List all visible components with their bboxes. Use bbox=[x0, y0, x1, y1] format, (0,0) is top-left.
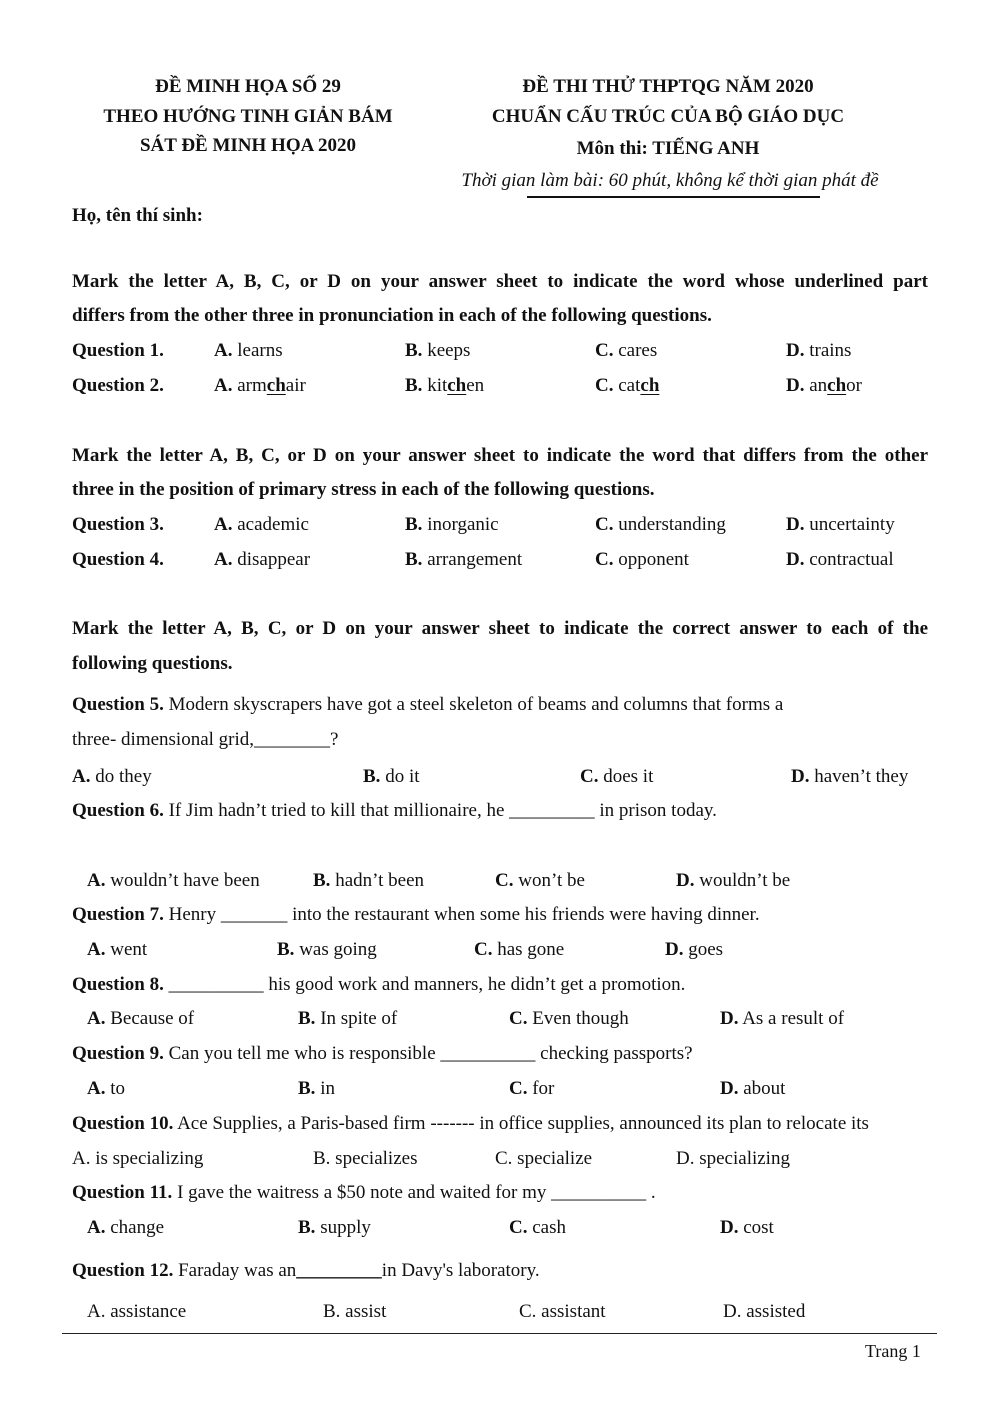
question-label: Question 4. bbox=[72, 549, 164, 570]
option-d[interactable] bbox=[786, 375, 862, 397]
question-label: Question 12. bbox=[72, 1260, 174, 1281]
option-c[interactable] bbox=[474, 939, 564, 961]
option-letter: B. bbox=[313, 870, 331, 891]
option-letter: D. bbox=[786, 340, 805, 361]
option-letter: B. bbox=[298, 1078, 316, 1099]
option-letter: C. bbox=[595, 549, 614, 570]
option-letter: A. bbox=[214, 549, 233, 570]
option-c[interactable] bbox=[595, 340, 657, 362]
question-stem-line-2: three- dimensional grid,________? bbox=[72, 729, 339, 750]
option-b[interactable] bbox=[298, 1078, 335, 1100]
option-a[interactable] bbox=[87, 939, 147, 961]
option-text: cares bbox=[618, 340, 658, 361]
question-text: Modern skyscrapers have got a steel skeleton of beams and columns that forms a bbox=[168, 694, 784, 715]
question-label: Question 10. bbox=[72, 1113, 174, 1134]
option-b[interactable] bbox=[405, 549, 522, 571]
section3-instruction-line-1: Mark the letter A, B, C, or D on your answer sheet to indicate the correct answer to each of the bbox=[72, 618, 928, 639]
option-letter: C. bbox=[595, 375, 614, 396]
underlined-part: ch bbox=[266, 375, 286, 396]
option-letter: B. bbox=[277, 939, 295, 960]
option-c[interactable]: C. specialize bbox=[495, 1148, 593, 1169]
candidate-name-label: Họ, tên thí sinh: bbox=[72, 205, 203, 226]
option-text: was going bbox=[299, 939, 377, 960]
option-letter: D. bbox=[720, 1078, 739, 1099]
option-text: uncertainty bbox=[809, 514, 895, 535]
question-label: Question 8. bbox=[72, 974, 164, 995]
question-label: Question 3. bbox=[72, 514, 164, 535]
option-letter: B. bbox=[405, 549, 423, 570]
word-suffix: air bbox=[285, 375, 306, 396]
question-text-pre: Faraday was an bbox=[178, 1260, 297, 1281]
question-text-post: in Davy's laboratory. bbox=[381, 1260, 540, 1281]
option-a[interactable] bbox=[87, 1008, 194, 1030]
word-prefix: arm bbox=[237, 375, 267, 396]
option-text: haven’t they bbox=[814, 766, 909, 787]
option-b[interactable] bbox=[313, 870, 424, 892]
option-letter: D. bbox=[786, 375, 805, 396]
option-d[interactable] bbox=[786, 340, 851, 362]
option-text: change bbox=[110, 1217, 165, 1238]
option-text: opponent bbox=[618, 549, 689, 570]
question-text: Henry _______ into the restaurant when some his friends were having dinner. bbox=[168, 904, 760, 925]
option-letter: A. bbox=[214, 340, 233, 361]
option-text: keeps bbox=[427, 340, 471, 361]
option-letter: C. bbox=[474, 939, 493, 960]
option-text: cost bbox=[743, 1217, 774, 1238]
option-a[interactable] bbox=[214, 375, 306, 397]
footer-divider bbox=[62, 1333, 937, 1334]
question-label: Question 1. bbox=[72, 340, 164, 361]
option-text: disappear bbox=[237, 549, 311, 570]
option-a[interactable] bbox=[87, 1078, 125, 1100]
section1-instruction-line-1: Mark the letter A, B, C, or D on your answer sheet to indicate the word whose underlined part bbox=[72, 271, 928, 292]
question-text: If Jim hadn’t tried to kill that millionaire, he _________ in prison today. bbox=[168, 800, 717, 821]
option-text: As a result of bbox=[742, 1008, 845, 1029]
option-letter: C. bbox=[595, 340, 614, 361]
underlined-part: ch bbox=[447, 375, 467, 396]
option-text: about bbox=[743, 1078, 786, 1099]
question-text: Can you tell me who is responsible __________ checking passports? bbox=[168, 1043, 693, 1064]
section2-instruction-line-1: Mark the letter A, B, C, or D on your answer sheet to indicate the word that differs from the other bbox=[72, 445, 928, 466]
option-a[interactable] bbox=[214, 514, 309, 536]
header-left-line-1: ĐỀ MINH HỌA SỐ 29 bbox=[155, 76, 341, 97]
option-text: learns bbox=[237, 340, 283, 361]
option-d[interactable]: D. specializing bbox=[676, 1148, 790, 1169]
option-d[interactable] bbox=[665, 939, 723, 961]
option-text: contractual bbox=[809, 549, 894, 570]
option-text: wouldn’t have been bbox=[110, 870, 260, 891]
question-label: Question 2. bbox=[72, 375, 164, 396]
word-prefix: kit bbox=[427, 375, 448, 396]
option-a[interactable] bbox=[214, 340, 283, 362]
option-letter: C. bbox=[509, 1008, 528, 1029]
option-text: wouldn’t be bbox=[699, 870, 791, 891]
question-stem bbox=[72, 1260, 540, 1282]
question-label: Question 5. bbox=[72, 694, 164, 715]
option-letter: A. bbox=[87, 1217, 106, 1238]
option-a[interactable]: A. is specializing bbox=[72, 1148, 204, 1169]
option-c[interactable] bbox=[509, 1008, 629, 1030]
option-letter: D. bbox=[676, 870, 695, 891]
option-c[interactable] bbox=[595, 375, 659, 397]
option-text: do they bbox=[95, 766, 152, 787]
option-letter: B. bbox=[405, 375, 423, 396]
option-letter: B. bbox=[298, 1217, 316, 1238]
option-c[interactable] bbox=[595, 549, 689, 571]
word-suffix: en bbox=[466, 375, 485, 396]
word-prefix: cat bbox=[618, 375, 641, 396]
section2-instruction-line-2: three in the position of primary stress in each of the following questions. bbox=[72, 479, 655, 500]
question-stem bbox=[72, 974, 685, 996]
question-stem bbox=[72, 904, 760, 926]
page-number: Trang 1 bbox=[865, 1341, 921, 1361]
option-letter: A. bbox=[87, 1078, 106, 1099]
option-text: to bbox=[110, 1078, 126, 1099]
option-text: supply bbox=[320, 1217, 371, 1238]
time-underline bbox=[527, 196, 820, 198]
question-label: Question 11. bbox=[72, 1182, 173, 1203]
option-text: won’t be bbox=[518, 870, 585, 891]
option-c[interactable]: C. assistant bbox=[519, 1301, 606, 1322]
question-text: Ace Supplies, a Paris-based firm ------- in office supplies, announced its plan to relocate its bbox=[177, 1113, 869, 1134]
option-d[interactable] bbox=[791, 766, 908, 788]
option-letter: C. bbox=[580, 766, 599, 787]
question-label: Question 9. bbox=[72, 1043, 164, 1064]
option-b[interactable] bbox=[298, 1008, 397, 1030]
question-text: __________ his good work and manners, he didn’t get a promotion. bbox=[168, 974, 686, 995]
option-b[interactable] bbox=[363, 766, 420, 788]
option-letter: D. bbox=[720, 1008, 739, 1029]
header-right-line-1: ĐỀ THI THỬ THPTQG NĂM 2020 bbox=[522, 76, 814, 97]
answer-blank: _________ bbox=[296, 1260, 382, 1281]
section3-instruction-line-2: following questions. bbox=[72, 653, 233, 674]
option-letter: C. bbox=[509, 1217, 528, 1238]
option-letter: A. bbox=[72, 766, 91, 787]
option-text: academic bbox=[237, 514, 309, 535]
question-text: I gave the waitress a $50 note and waited for my __________ . bbox=[177, 1182, 656, 1203]
option-text: has gone bbox=[497, 939, 565, 960]
question-label: Question 7. bbox=[72, 904, 164, 925]
option-d[interactable] bbox=[786, 514, 895, 536]
option-text: arrangement bbox=[427, 549, 523, 570]
option-letter: D. bbox=[791, 766, 810, 787]
option-letter: A. bbox=[87, 939, 106, 960]
option-d[interactable] bbox=[676, 870, 790, 892]
option-b[interactable]: B. specializes bbox=[313, 1148, 418, 1169]
option-b[interactable] bbox=[277, 939, 377, 961]
underlined-part: ch bbox=[827, 375, 847, 396]
question-stem-line-1 bbox=[72, 694, 783, 716]
option-text: for bbox=[532, 1078, 555, 1099]
word-suffix: or bbox=[846, 375, 862, 396]
question-stem bbox=[72, 1113, 869, 1135]
option-b[interactable]: B. assist bbox=[323, 1301, 387, 1322]
option-letter: B. bbox=[363, 766, 381, 787]
option-a[interactable] bbox=[72, 766, 152, 788]
option-c[interactable] bbox=[595, 514, 726, 536]
option-d[interactable] bbox=[786, 549, 894, 571]
header-right-line-2: CHUẨN CẤU TRÚC CỦA BỘ GIÁO DỤC bbox=[491, 106, 845, 127]
option-text: understanding bbox=[618, 514, 726, 535]
option-letter: C. bbox=[495, 870, 514, 891]
header-right-line-3: Môn thi: TIẾNG ANH bbox=[576, 138, 760, 159]
option-text: In spite of bbox=[320, 1008, 398, 1029]
option-b[interactable] bbox=[405, 514, 499, 536]
option-d[interactable] bbox=[720, 1078, 785, 1100]
option-a[interactable] bbox=[87, 870, 260, 892]
option-text: does it bbox=[603, 766, 654, 787]
option-letter: C. bbox=[595, 514, 614, 535]
option-letter: D. bbox=[665, 939, 684, 960]
option-text: cash bbox=[532, 1217, 566, 1238]
word-prefix: an bbox=[809, 375, 828, 396]
option-letter: D. bbox=[720, 1217, 739, 1238]
option-letter: B. bbox=[405, 340, 423, 361]
option-d[interactable] bbox=[720, 1008, 844, 1030]
option-a[interactable]: A. assistance bbox=[87, 1301, 187, 1322]
option-letter: C. bbox=[509, 1078, 528, 1099]
option-a[interactable] bbox=[87, 1217, 164, 1239]
option-text: went bbox=[110, 939, 148, 960]
option-d[interactable] bbox=[720, 1217, 774, 1239]
option-a[interactable] bbox=[214, 549, 310, 571]
option-letter: B. bbox=[405, 514, 423, 535]
option-text: hadn’t been bbox=[335, 870, 424, 891]
option-text: Even though bbox=[532, 1008, 629, 1029]
section1-instruction-line-2: differs from the other three in pronunciation in each of the following questions. bbox=[72, 305, 712, 326]
option-c[interactable] bbox=[495, 870, 585, 892]
option-letter: D. bbox=[786, 514, 805, 535]
option-text: inorganic bbox=[427, 514, 499, 535]
option-b[interactable] bbox=[405, 340, 470, 362]
option-letter: A. bbox=[87, 1008, 106, 1029]
question-label: Question 6. bbox=[72, 800, 164, 821]
option-c[interactable] bbox=[509, 1078, 554, 1100]
option-b[interactable] bbox=[405, 375, 484, 397]
option-letter: A. bbox=[214, 514, 233, 535]
option-c[interactable] bbox=[580, 766, 653, 788]
question-stem bbox=[72, 1043, 693, 1065]
question-stem bbox=[72, 800, 717, 822]
option-text: do it bbox=[385, 766, 420, 787]
option-d[interactable]: D. assisted bbox=[723, 1301, 806, 1322]
option-text: Because of bbox=[110, 1008, 195, 1029]
option-text: trains bbox=[809, 340, 852, 361]
option-c[interactable] bbox=[509, 1217, 566, 1239]
underlined-part: ch bbox=[640, 375, 660, 396]
option-letter: A. bbox=[214, 375, 233, 396]
option-letter: A. bbox=[87, 870, 106, 891]
option-text: goes bbox=[688, 939, 724, 960]
option-letter: D. bbox=[786, 549, 805, 570]
header-left-line-2: THEO HƯỚNG TINH GIẢN BÁM bbox=[103, 106, 393, 127]
question-stem bbox=[72, 1182, 656, 1204]
header-left-line-3: SÁT ĐỀ MINH HỌA 2020 bbox=[139, 135, 357, 156]
exam-time-note: Thời gian làm bài: 60 phút, không kể thời gian phát đề bbox=[461, 170, 879, 191]
option-text: in bbox=[320, 1078, 335, 1099]
option-b[interactable] bbox=[298, 1217, 371, 1239]
option-letter: B. bbox=[298, 1008, 316, 1029]
